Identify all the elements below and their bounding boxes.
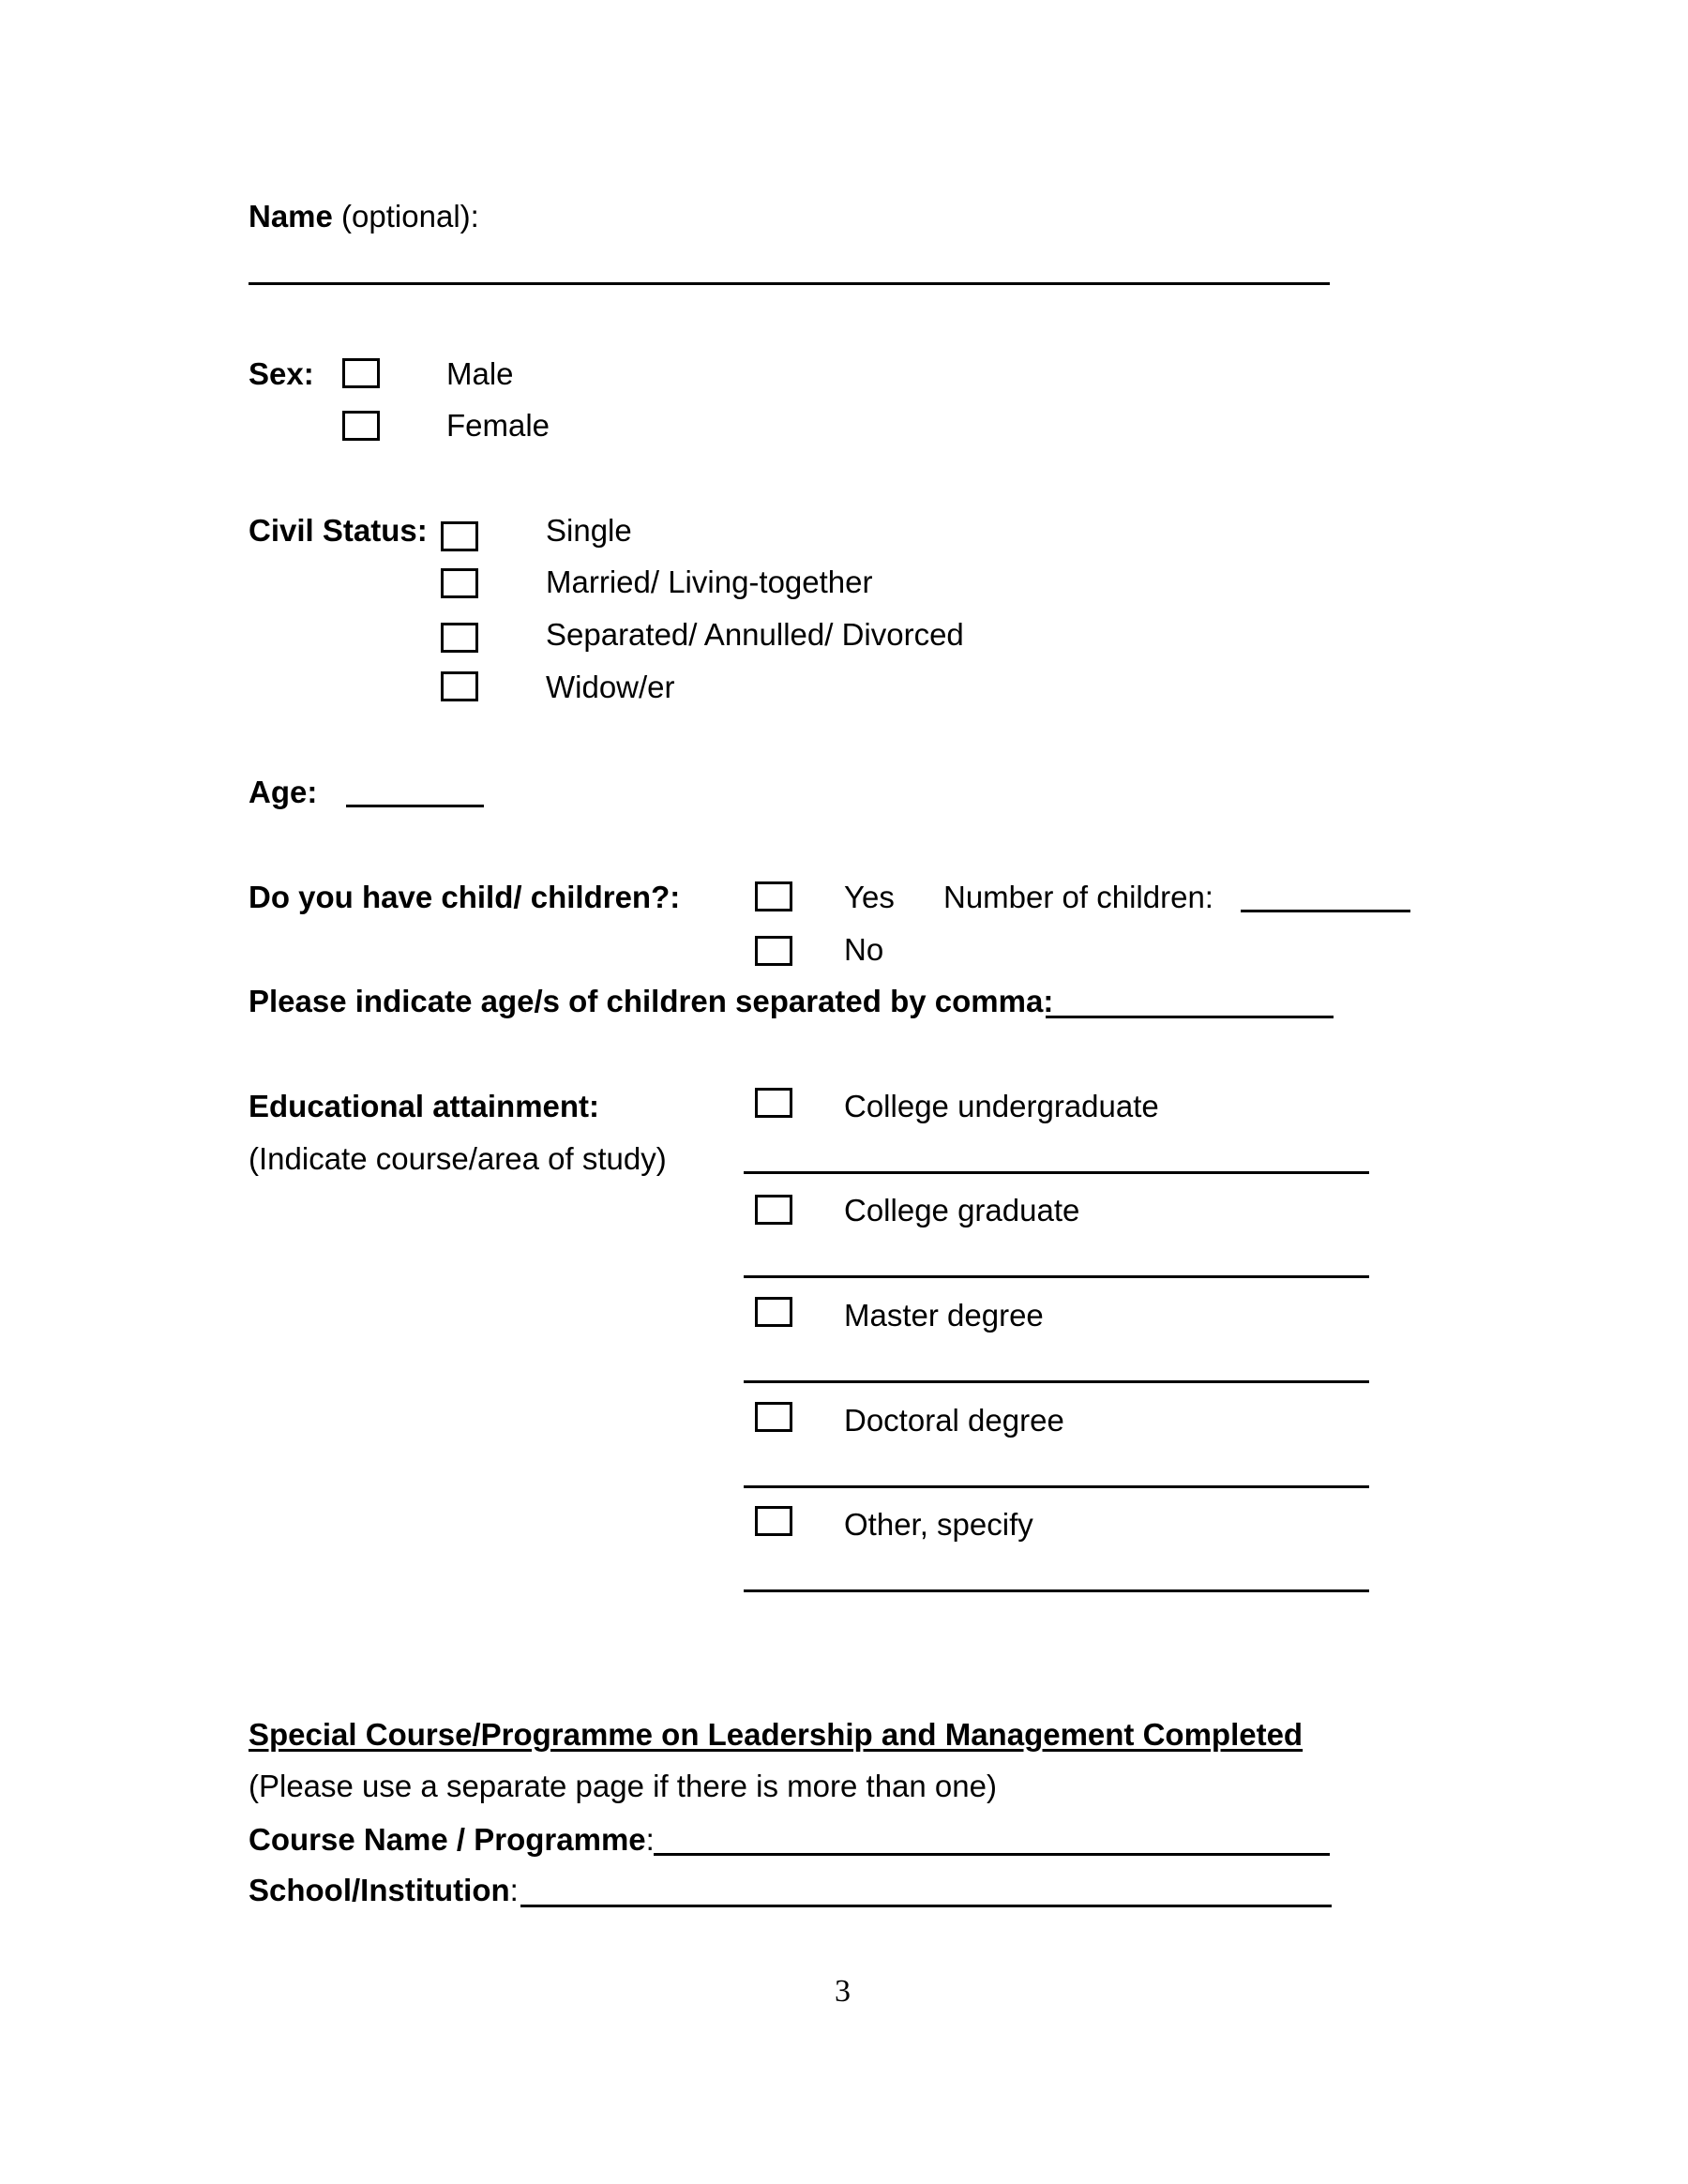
edu-undergrad-label: College undergraduate	[844, 1089, 1159, 1123]
name-label-row	[249, 198, 479, 235]
education-hint: (Indicate course/area of study)	[249, 1141, 667, 1176]
name-qualifier: (optional):	[332, 199, 479, 233]
school-input-line[interactable]	[520, 1905, 1332, 1907]
school-label: School/Institution	[249, 1873, 510, 1907]
edu-master-checkbox[interactable]	[755, 1297, 792, 1327]
edu-graduate-course-line[interactable]	[744, 1275, 1369, 1278]
civil-single-checkbox[interactable]	[441, 521, 478, 551]
civil-widow-label: Widow/er	[546, 670, 675, 704]
civil-separated-checkbox[interactable]	[441, 623, 478, 653]
sex-male-checkbox[interactable]	[342, 358, 380, 388]
special-course-note: (Please use a separate page if there is more than one)	[249, 1769, 997, 1803]
edu-doctoral-label: Doctoral degree	[844, 1403, 1064, 1438]
edu-other-checkbox[interactable]	[755, 1506, 792, 1536]
edu-undergrad-checkbox[interactable]	[755, 1088, 792, 1118]
edu-graduate-label: College graduate	[844, 1193, 1080, 1228]
edu-master-label: Master degree	[844, 1298, 1044, 1333]
edu-other-specify-line[interactable]	[744, 1589, 1369, 1592]
page-number: 3	[835, 1974, 851, 2009]
children-yes-checkbox[interactable]	[755, 881, 792, 911]
sex-female-label: Female	[446, 408, 550, 443]
civil-married-label: Married/ Living-together	[546, 565, 873, 599]
name-input-line[interactable]	[249, 282, 1330, 285]
education-label: Educational attainment:	[249, 1089, 600, 1123]
edu-other-label: Other, specify	[844, 1507, 1033, 1542]
course-name-label: Course Name / Programme	[249, 1822, 646, 1857]
age-label: Age:	[249, 775, 318, 809]
number-of-children-label: Number of children:	[943, 880, 1213, 914]
course-name-input-line[interactable]	[654, 1853, 1330, 1856]
children-ages-input-line[interactable]	[1046, 1016, 1334, 1018]
children-yes-label: Yes	[844, 880, 895, 914]
school-label-row	[249, 1872, 519, 1909]
edu-doctoral-checkbox[interactable]	[755, 1402, 792, 1432]
special-course-heading: Special Course/Programme on Leadership and Management Completed	[249, 1717, 1304, 1752]
edu-undergrad-course-line[interactable]	[744, 1171, 1369, 1174]
course-name-colon: :	[645, 1822, 655, 1857]
sex-label: Sex:	[249, 356, 314, 391]
children-ages-prompt: Please indicate age/s of children separated by comma:	[249, 984, 1054, 1018]
civil-status-label: Civil Status:	[249, 513, 428, 548]
children-no-label: No	[844, 932, 884, 967]
age-input-line[interactable]	[346, 805, 484, 807]
school-colon: :	[509, 1873, 519, 1907]
edu-master-course-line[interactable]	[744, 1380, 1369, 1383]
sex-female-checkbox[interactable]	[342, 411, 380, 441]
edu-doctoral-course-line[interactable]	[744, 1485, 1369, 1488]
children-question: Do you have child/ children?:	[249, 880, 681, 914]
children-no-checkbox[interactable]	[755, 936, 792, 966]
course-name-label-row	[249, 1821, 655, 1859]
civil-widow-checkbox[interactable]	[441, 671, 478, 701]
name-label: Name	[249, 199, 333, 233]
sex-male-label: Male	[446, 356, 514, 391]
number-of-children-input-line[interactable]	[1241, 910, 1410, 912]
civil-married-checkbox[interactable]	[441, 568, 478, 598]
edu-graduate-checkbox[interactable]	[755, 1195, 792, 1225]
civil-single-label: Single	[546, 513, 632, 548]
civil-separated-label: Separated/ Annulled/ Divorced	[546, 617, 964, 652]
